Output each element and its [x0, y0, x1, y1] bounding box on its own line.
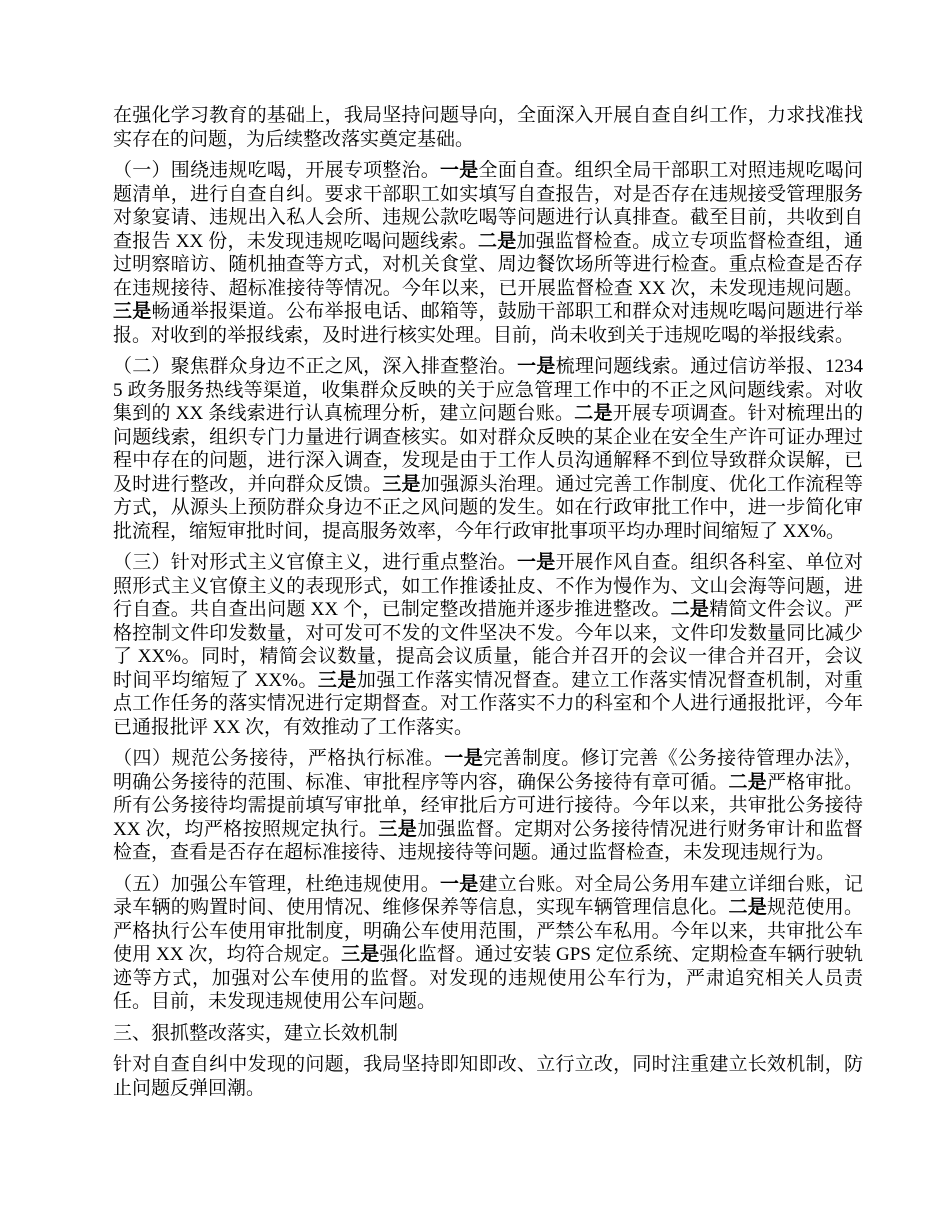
paragraph: [113, 747, 863, 865]
paragraph: [113, 551, 863, 739]
text-run: 强化监督。通过安装 GPS 定位系统、定期检查车辆行驶轨迹等方式，加强对公车使用的监督。对发现的违规使用公车行为，严肃追究相关人员责任。目前，未发现违规使用公车问题。: [113, 944, 863, 1012]
text-run: （五）加强公车管理，杜绝违规使用。: [113, 873, 441, 895]
text-run: 严格审批。所有公务接待均需提前填写审批单，经审批后方可进行接待。今年以来，共审批公务接待 XX 次，均严格按照规定执行。: [113, 771, 863, 840]
text-run: 加强源头治理。通过完善工作制度、优化工作流程等方式，从源头上预防群众身边不正之风问题的发生。如在行政审批工作中，进一步简化审批流程，缩短审批时间，提高服务效率，今年行政审批事项平均办理时间缩短了 XX%。: [113, 473, 863, 542]
text-run: 加强监督检查。成立专项监督检查组，通过明察暗访、随机抽查等方式，对机关食堂、周边餐饮场所等进行检查。重点检查是否存在违规接待、超标准接待等情况。今年以来，已开展监督检查 XX 次，未发现违规问题。: [113, 230, 863, 299]
bold-run: 一是: [517, 356, 556, 377]
text-run: 精简文件会议。严格控制文件印发数量，对可发可不发的文件坚决不发。今年以来，文件印发数量同比减少了 XX%。同时，精简会议数量，提高会议质量，能合并召开的会议一律合并召开，会议时间平均缩短了 XX%。: [113, 599, 863, 691]
paragraph: [113, 104, 863, 151]
text-run: 畅通举报渠道。公布举报电话、邮箱等，鼓励干部职工和群众对违规吃喝问题进行举报。对收到的举报线索，及时进行核实处理。目前，尚未收到关于违规吃喝的举报线索。: [113, 301, 863, 346]
text-run: 开展专项调查。针对梳理出的问题线索，组织专门力量进行调查核实。如对群众反映的某企业在安全生产许可证办理过程中存在的问题，进行深入调查，发现是由于工作人员沟通解释不到位导致群众误解，已及时进行整改，并向群众反馈。: [113, 403, 863, 495]
bold-run: 三是: [378, 818, 418, 840]
text-run: 在强化学习教育的基础上，我局坚持问题导向，全面深入开展自查自纠工作，力求找准找实存在的问题，为后续整改落实奠定基础。: [113, 105, 863, 150]
text-run: 三、狠抓整改落实，建立长效机制: [113, 1022, 399, 1044]
text-run: （二）聚焦群众身边不正之风，深入排查整治。: [113, 356, 518, 377]
bold-run: 二是: [477, 230, 517, 252]
document-body: [113, 104, 863, 1100]
bold-run: 二是: [728, 771, 768, 793]
text-run: 完善制度。修订完善《公务接待管理办法》，明确公务接待的范围、标准、审批程序等内容，确保公务接待有章可循。: [113, 748, 863, 793]
bold-run: 三是: [341, 944, 380, 965]
bold-run: 三是: [113, 301, 152, 322]
text-run: （三）针对形式主义官僚主义，进行重点整治。: [113, 552, 517, 573]
text-run: 加强监督。定期对公务接待情况进行财务审计和监督检查，查看是否存在超标准接待、违规接待等问题。通过监督检查，未发现违规行为。: [113, 818, 863, 863]
text-run: 建立台账。对全局公务用车建立详细台账，记录车辆的购置时间、使用情况、维修保养等信息，实现车辆管理信息化。: [113, 873, 863, 918]
text-run: 梳理问题线索。通过信访举报、12345 政务服务热线等渠道，收集群众反映的关于应急管理工作中的不正之风问题线索。对收集到的 XX 条线索进行认真梳理分析，建立问题台账。: [113, 356, 863, 424]
paragraph: [113, 159, 863, 347]
bold-run: 二是: [728, 897, 768, 918]
bold-run: 三是: [382, 473, 421, 495]
bold-run: 二是: [574, 403, 613, 424]
bold-run: 一是: [444, 748, 484, 769]
text-run: 开展作风自查。组织各科室、单位对照形式主义官僚主义的表现形式，如工作推诿扯皮、不作为慢作为、文山会海等问题，进行自查。共自查出问题 XX 个，已制定整改措施并逐步推进整改。: [113, 552, 863, 620]
paragraph: [113, 873, 863, 1014]
paragraph: [113, 355, 863, 543]
bold-run: 一是: [440, 873, 479, 895]
paragraph: [113, 1053, 863, 1100]
text-run: （四）规范公务接待，严格执行标准。: [113, 748, 445, 769]
text-run: 规范使用。严格执行公车使用审批制度，明确公车使用范围，严禁公车私用。今年以来，共审批公车使用 XX 次，均符合规定。: [113, 897, 863, 965]
section-heading: [113, 1022, 863, 1046]
bold-run: 二是: [670, 599, 710, 620]
text-run: （一）围绕违规吃喝，开展专项整治。: [113, 160, 441, 181]
bold-run: 三是: [317, 669, 357, 691]
text-run: 全面自查。组织全局干部职工对照违规吃喝问题清单，进行自查自纠。要求干部职工如实填写自查报告，对是否存在违规接受管理服务对象宴请、违规出入私人会所、违规公款吃喝等问题进行认真排查。截至目前，共收到自查报告 XX 份，未发现违规吃喝问题线索。: [113, 160, 863, 252]
text-run: 针对自查自纠中发现的问题，我局坚持即知即改、立行立改，同时注重建立长效机制，防止问题反弹回潮。: [113, 1054, 863, 1099]
bold-run: 一是: [516, 552, 556, 573]
bold-run: 一是: [440, 160, 479, 181]
text-run: 加强工作落实情况督查。建立工作落实情况督查机制，对重点工作任务的落实情况进行定期督查。对工作落实不力的科室和个人进行通报批评，今年已通报批评 XX 次，有效推动了工作落实。: [113, 669, 863, 738]
